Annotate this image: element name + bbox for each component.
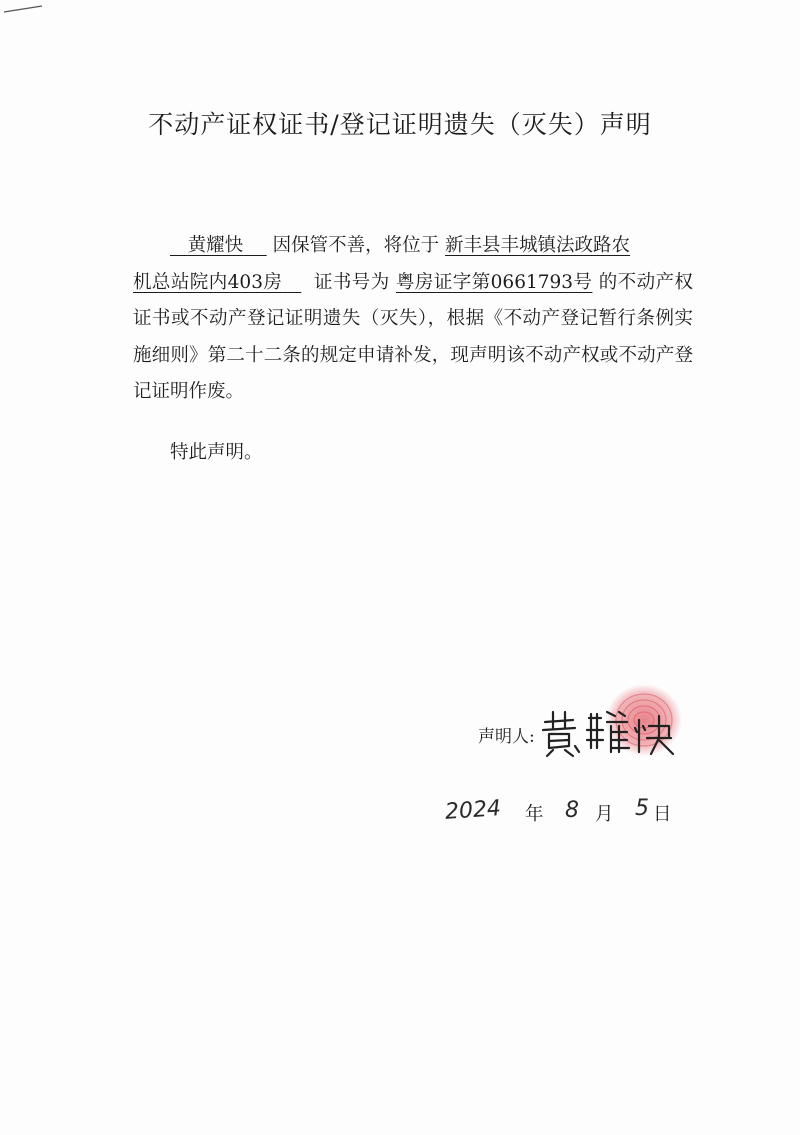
closing-statement: 特此声明。 <box>170 442 263 463</box>
date-year-label: 年 <box>525 804 544 825</box>
date-month: 8 <box>565 798 579 823</box>
date-day: 5 <box>635 796 649 821</box>
cert-label: 证书号为 <box>313 271 390 293</box>
date-row <box>445 790 685 840</box>
date-month-label: 月 <box>595 804 614 825</box>
text-segment: 权证书或不动产登记证明遗失（灭失），根据《不动产登记暂行条例实施细则》第二十二条的规定申请补发，现声明该不动产权或不动产登记证明作废。 <box>133 271 693 402</box>
text-segment: 因保管不善，将位于 <box>272 235 440 256</box>
address-part2: 机总站院内403房 <box>133 271 283 293</box>
cert-number: 粤房证字第0661793号 <box>396 271 593 293</box>
declaration-paragraph <box>133 228 693 411</box>
date-day-label: 日 <box>653 804 672 825</box>
handwritten-signature <box>535 700 675 760</box>
signer-label: 声明人: <box>478 727 535 747</box>
document-title: 不动产证权证书/登记证明遗失（灭失）声明 <box>148 110 652 139</box>
address-part1: 新丰县丰城镇法政路农 <box>445 235 631 256</box>
scan-mark <box>2 4 44 14</box>
text-segment: 的不动产 <box>598 271 675 293</box>
owner-name: 黄耀快 <box>187 235 244 256</box>
date-year: 2024 <box>444 796 502 825</box>
